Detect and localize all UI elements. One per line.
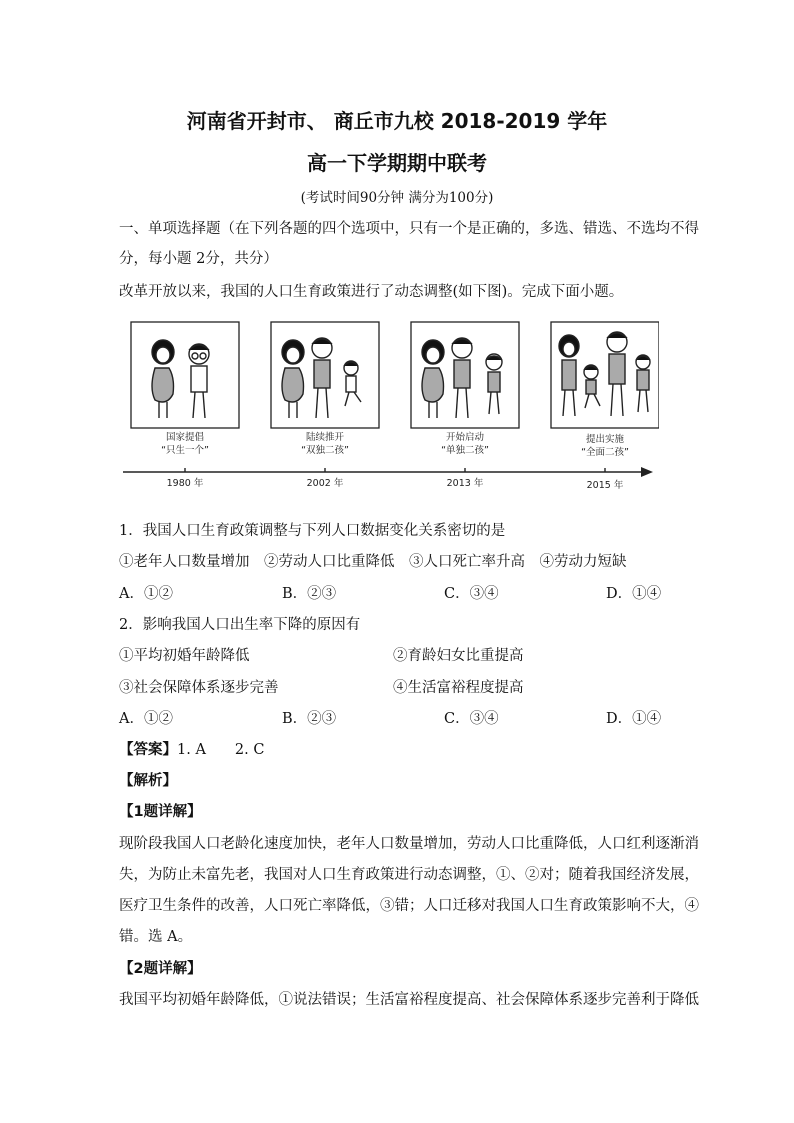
- detail-2-label: 【2题详解】: [119, 961, 202, 977]
- q2-item-1: ①平均初婚年龄降低: [119, 648, 250, 664]
- exam-note: (考试时间90分钟 满分为100分): [300, 190, 494, 206]
- paper-title-line1: 河南省开封市、 商丘市九校 2018-2019 学年: [186, 109, 608, 133]
- q2-stem: 2．影响我国人口出生率下降的原因有: [119, 617, 361, 633]
- q1-stem: 1．我国人口生育政策调整与下列人口数据变化关系密切的是: [119, 523, 506, 539]
- paper-title-line2: 高一下学期期中联考: [307, 151, 487, 175]
- q1-option-d: D．①④: [606, 586, 662, 602]
- q1-option-a: A．①②: [119, 586, 173, 602]
- q1-items: ①老年人口数量增加 ②劳动人口比重降低 ③人口死亡率升高 ④劳动力短缺: [119, 554, 627, 570]
- q2-option-d: D．①④: [606, 711, 662, 727]
- caption-1980-line1: 国家提倡: [165, 432, 205, 443]
- detail-2-line1: 我国平均初婚年龄降低，①说法错误；生活富裕程度提高、社会保障体系逐步完善利于降低: [119, 992, 699, 1008]
- panel-1980: [131, 322, 239, 428]
- caption-2013-line2: “单独二孩”: [441, 445, 489, 456]
- section-heading-line2: 分，每小题 2分，共分）: [119, 251, 278, 267]
- detail-1-line4: 错。选 A。: [119, 929, 193, 945]
- panel-2002: [271, 322, 379, 428]
- panel-2013: [411, 322, 519, 428]
- caption-2015-line1: 提出实施: [585, 434, 625, 445]
- answer-row: [119, 738, 264, 759]
- q2-option-c: C．③④: [444, 711, 499, 727]
- detail-1-label: 【1题详解】: [119, 804, 202, 820]
- q1-option-b: B．②③: [282, 586, 337, 602]
- answer-text: 1. A 2. C: [177, 742, 265, 758]
- policy-timeline-figure: [119, 318, 659, 498]
- q2-option-a: A．①②: [119, 711, 173, 727]
- caption-2013-line1: 开始启动: [445, 432, 485, 443]
- caption-2002-line1: 陆续推开: [305, 432, 345, 443]
- year-1980: 1980 年: [166, 478, 204, 489]
- q2-item-2: ②育龄妇女比重提高: [393, 648, 524, 664]
- q2-item-4: ④生活富裕程度提高: [393, 680, 524, 696]
- caption-2002-line2: “双独二孩”: [301, 445, 349, 456]
- q2-item-3: ③社会保障体系逐步完善: [119, 680, 279, 696]
- answer-label: 【答案】: [119, 742, 177, 758]
- question-intro: 改革开放以来，我国的人口生育政策进行了动态调整(如下图)。完成下面小题。: [119, 284, 624, 300]
- caption-2015-line2: “全面二孩”: [581, 447, 629, 458]
- q1-option-c: C．③④: [444, 586, 499, 602]
- section-heading-line1: 一、单项选择题（在下列各题的四个选项中，只有一个是正确的，多选、错选、不选均不得: [119, 221, 699, 237]
- analysis-label: 【解析】: [119, 773, 177, 789]
- caption-1980-line2: “只生一个”: [161, 445, 209, 456]
- year-2015: 2015 年: [586, 480, 624, 491]
- detail-1-line1: 现阶段我国人口老龄化速度加快，老年人口数量增加，劳动人口比重降低，人口红利逐渐消: [119, 836, 699, 852]
- year-2002: 2002 年: [306, 478, 344, 489]
- panel-2015: [551, 322, 659, 428]
- detail-1-line3: 医疗卫生条件的改善，人口死亡率降低，③错；人口迁移对我国人口生育政策影响不大，④: [119, 898, 699, 914]
- q2-option-b: B．②③: [282, 711, 337, 727]
- timeline-arrow-icon: [641, 467, 653, 477]
- detail-1-line2: 失，为防止未富先老，我国对人口生育政策进行动态调整，①、②对；随着我国经济发展，: [119, 867, 699, 883]
- year-2013: 2013 年: [446, 478, 484, 489]
